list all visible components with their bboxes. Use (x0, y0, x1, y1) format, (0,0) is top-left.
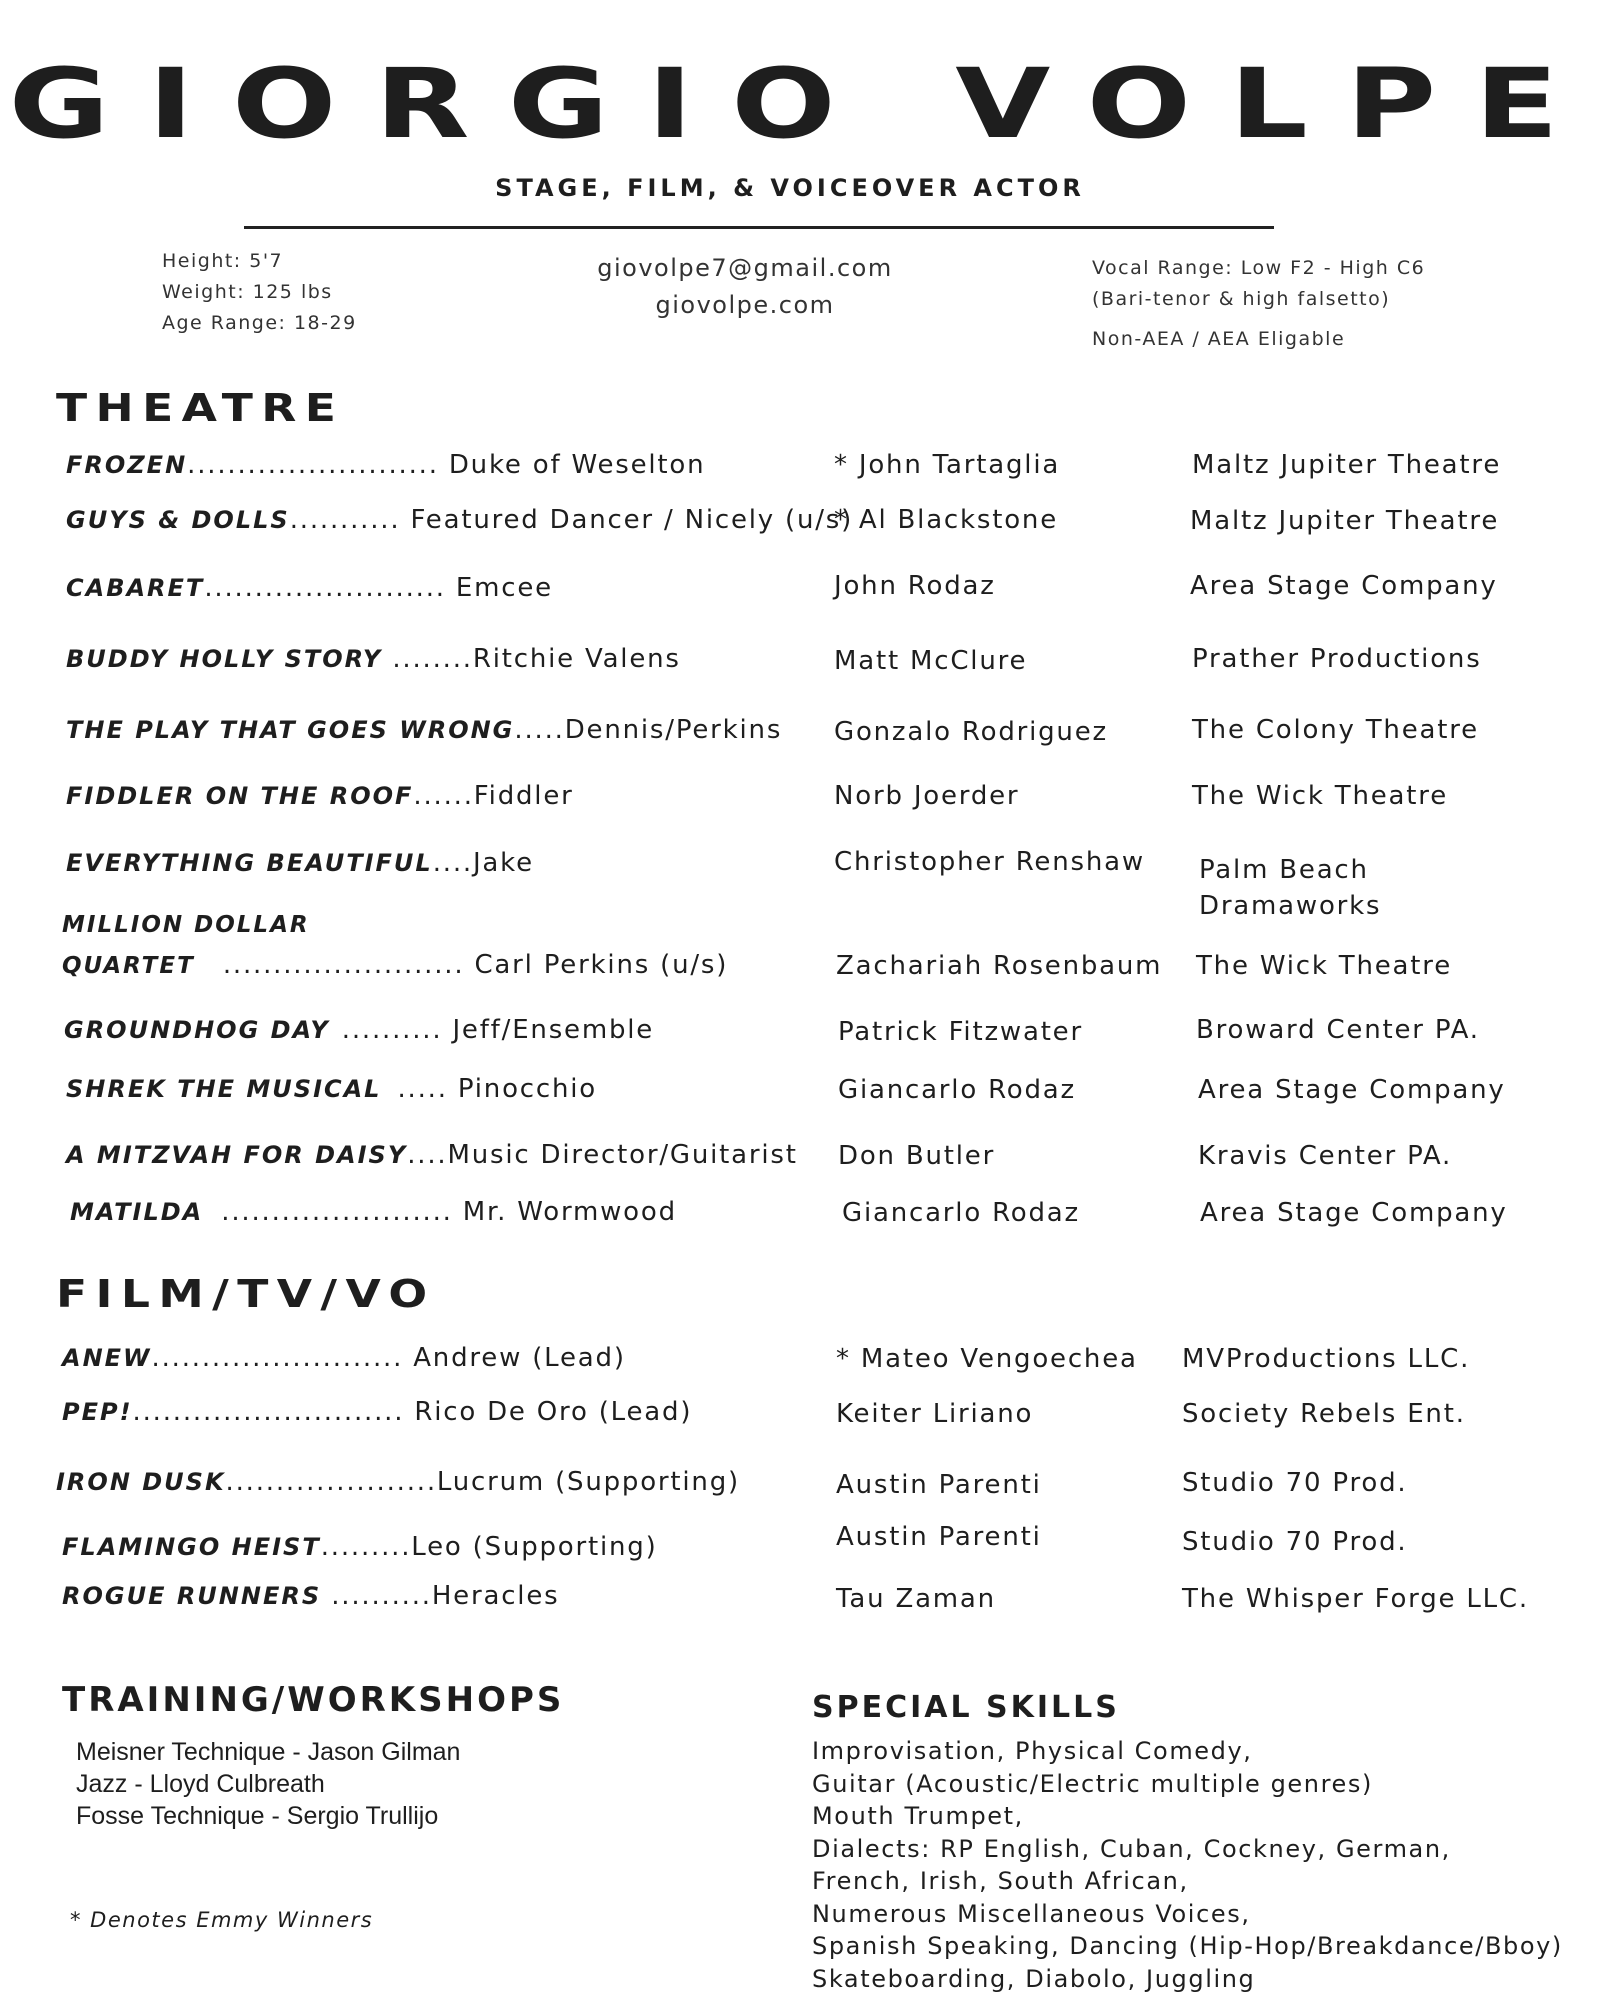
training-item: Jazz - Lloyd Culbreath (76, 1770, 325, 1798)
show-title: ROGUE RUNNERS (62, 1582, 322, 1610)
director: Gonzalo Rodriguez (834, 717, 1108, 747)
venue: Area Stage Company (1200, 1198, 1508, 1228)
credit-row (62, 1581, 559, 1611)
venue: Maltz Jupiter Theatre (1192, 450, 1502, 480)
venue: Area Stage Company (1198, 1075, 1506, 1105)
director: * Mateo Vengoechea (836, 1344, 1138, 1374)
credit-row (66, 1140, 798, 1170)
director: Tau Zaman (836, 1584, 996, 1614)
director: Don Butler (838, 1141, 996, 1171)
venue: The Colony Theatre (1192, 715, 1479, 745)
website-link[interactable]: giovolpe.com (655, 291, 835, 319)
venue: Studio 70 Prod. (1182, 1468, 1408, 1498)
show-title: FIDDLER ON THE ROOF (66, 782, 414, 810)
skill-line: French, Irish, South African, (812, 1867, 1189, 1895)
role: ........Ritchie Valens (382, 644, 681, 674)
director: Giancarlo Rodaz (842, 1198, 1080, 1228)
film-heading: FILM/TV/VO (56, 1272, 436, 1316)
actor-subtitle: STAGE, FILM, & VOICEOVER ACTOR (495, 174, 1085, 202)
role: ........................ Carl Perkins (u/s) (222, 950, 729, 980)
training-list (76, 1736, 460, 1832)
role: ....Jake (432, 848, 534, 878)
skill-line: Numerous Miscellaneous Voices, (812, 1899, 1251, 1928)
venue: Area Stage Company (1190, 571, 1498, 601)
credit-row (62, 950, 728, 980)
director: Norb Joerder (834, 781, 1020, 811)
show-title: THE PLAY THAT GOES WRONG (66, 716, 515, 744)
role: ....Music Director/Guitarist (407, 1140, 798, 1170)
union-status: Non-AEA / AEA Eligable (1092, 328, 1346, 350)
show-title: FLAMINGO HEIST (62, 1533, 321, 1561)
director: * Al Blackstone (834, 505, 1059, 535)
credit-row (66, 450, 705, 480)
role: .......... Jeff/Ensemble (341, 1015, 655, 1045)
vocal-description: (Bari-tenor & high falsetto) (1092, 288, 1391, 310)
weight-stat: Weight: 125 lbs (162, 281, 333, 303)
credit-row (66, 644, 681, 674)
show-title: IRON DUSK (56, 1468, 226, 1496)
show-title: BUDDY HOLLY STORY (66, 645, 383, 673)
venue: Kravis Center PA. (1198, 1141, 1453, 1171)
height-stat: Height: 5'7 (162, 250, 284, 272)
show-title: GUYS & DOLLS (66, 506, 290, 534)
credit-row (62, 1343, 626, 1373)
venue: Palm Beach Dramaworks (1199, 855, 1382, 921)
training-item: Meisner Technique - Jason Gilman (76, 1738, 461, 1766)
show-title: FROZEN (66, 451, 188, 479)
venue: MVProductions LLC. (1182, 1344, 1471, 1374)
director: Zachariah Rosenbaum (836, 951, 1163, 981)
role: ........................ Emcee (204, 573, 553, 603)
skill-line: Guitar (Acoustic/Electric multiple genres) (812, 1769, 1373, 1798)
vocal-range: Vocal Range: Low F2 - High C6 (1092, 257, 1426, 279)
role: ......................... Duke of Weselton (187, 450, 706, 480)
venue: Broward Center PA. (1196, 1015, 1480, 1045)
director: Matt McClure (834, 646, 1028, 676)
age-range-stat: Age Range: 18-29 (162, 312, 357, 334)
show-title: GROUNDHOG DAY (64, 1016, 330, 1044)
venue: The Whisper Forge LLC. (1182, 1584, 1529, 1614)
credit-row (66, 573, 553, 603)
role: .....................Lucrum (Supporting) (225, 1467, 740, 1497)
show-title: EVERYTHING BEAUTIFUL (66, 849, 433, 877)
show-title: A MITZVAH FOR DAISY (66, 1141, 408, 1169)
venue: Society Rebels Ent. (1182, 1399, 1466, 1429)
show-title: QUARTET (62, 953, 195, 979)
show-title: CABARET (66, 574, 205, 602)
actor-name: GIORGIO VOLPE (8, 48, 1597, 160)
credit-row (56, 1467, 740, 1497)
director: Patrick Fitzwater (838, 1017, 1083, 1047)
credit-row (66, 715, 782, 745)
header-divider (244, 226, 1274, 229)
vocal-info (1092, 253, 1425, 355)
role: ......................... Andrew (Lead) (151, 1343, 626, 1373)
credit-row (62, 1397, 692, 1427)
role: .........Leo (Supporting) (320, 1532, 658, 1562)
skill-line: Skateboarding, Diabolo, Juggling (812, 1964, 1256, 1993)
venue: Maltz Jupiter Theatre (1190, 506, 1500, 536)
credit-row (64, 1015, 654, 1045)
venue: The Wick Theatre (1196, 951, 1452, 981)
venue: Studio 70 Prod. (1182, 1527, 1408, 1557)
show-title: PEP! (62, 1398, 133, 1426)
training-heading: TRAINING/WORKSHOPS (62, 1680, 565, 1720)
credit-row (66, 781, 574, 811)
skills-list (812, 1735, 1563, 1995)
role: ........... Featured Dancer / Nicely (u/s) (289, 505, 854, 535)
contact-info (580, 250, 910, 324)
skill-line: Spanish Speaking, Dancing (Hip-Hop/Breakdance/Bboy) (812, 1932, 1563, 1960)
show-title: ANEW (62, 1344, 152, 1372)
role: ........................... Rico De Oro (Lead) (132, 1397, 693, 1427)
role: ..... Pinocchio (397, 1074, 597, 1104)
director: Austin Parenti (836, 1522, 1042, 1552)
director: Christopher Renshaw (834, 847, 1145, 877)
credit-row (62, 1532, 658, 1562)
venue: Prather Productions (1192, 644, 1482, 674)
show-title: SHREK THE MUSICAL (66, 1075, 382, 1103)
role: ....................... Mr. Wormwood (221, 1197, 677, 1227)
director: Austin Parenti (836, 1470, 1042, 1500)
director: Giancarlo Rodaz (838, 1075, 1076, 1105)
role: ......Fiddler (413, 781, 574, 811)
credit-row (66, 505, 853, 535)
show-title: MATILDA (70, 1198, 204, 1226)
credit-row (70, 1197, 677, 1227)
credit-row (66, 1074, 597, 1104)
director: Keiter Liriano (836, 1399, 1034, 1429)
training-item: Fosse Technique - Sergio Trullijo (76, 1802, 439, 1830)
skill-line: Dialects: RP English, Cuban, Cockney, German, (812, 1834, 1451, 1863)
skill-line: Improvisation, Physical Comedy, (812, 1737, 1253, 1765)
director: * John Tartaglia (834, 450, 1061, 480)
show-title: MILLION DOLLAR (62, 912, 310, 938)
physical-stats (162, 246, 357, 339)
theatre-heading: THEATRE (56, 386, 345, 430)
skill-line: Mouth Trumpet, (812, 1802, 1024, 1830)
skills-heading: SPECIAL SKILLS (812, 1690, 1120, 1725)
director: John Rodaz (834, 571, 996, 601)
role: .....Dennis/Perkins (514, 715, 783, 745)
role: ..........Heracles (321, 1581, 560, 1611)
venue: The Wick Theatre (1192, 781, 1448, 811)
emmy-note: * Denotes Emmy Winners (70, 1908, 374, 1932)
email-link[interactable]: giovolpe7@gmail.com (597, 254, 893, 282)
credit-row (66, 848, 534, 878)
